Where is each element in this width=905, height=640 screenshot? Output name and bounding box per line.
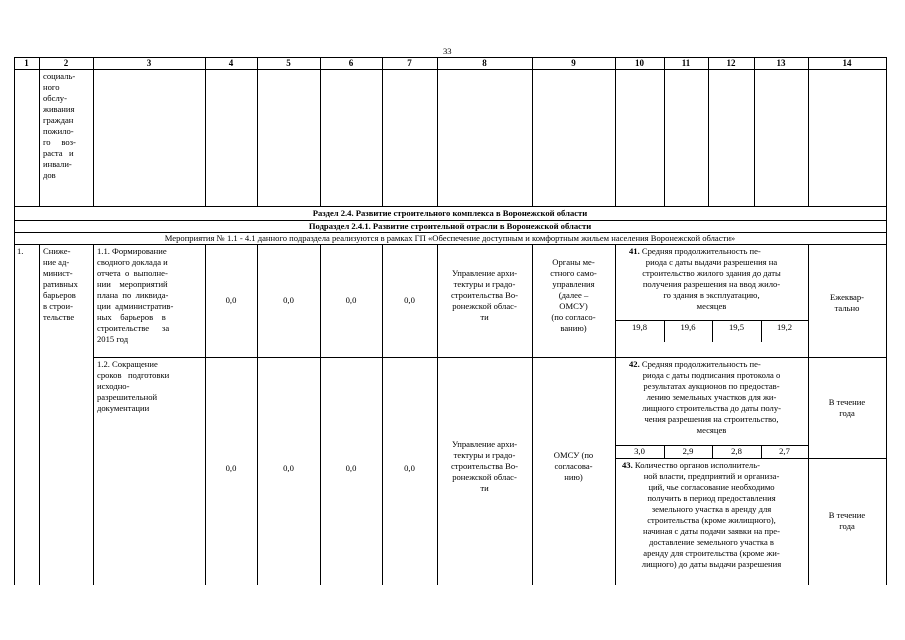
measure-1-1-value-col5: 0,0 (283, 295, 294, 305)
measure-1-1-value-col7: 0,0 (404, 295, 415, 305)
col-number: 1 (24, 58, 29, 68)
col-number: 6 (348, 58, 354, 68)
measure-1-1-value-col6: 0,0 (345, 295, 357, 305)
indicator-number: 41. (629, 246, 640, 256)
indicator-value: 19,8 (631, 322, 648, 332)
measure-1-1-value-col4: 0,0 (225, 295, 237, 305)
col-number: 3 (146, 58, 152, 68)
measures-note: Мероприятия № 1.1 - 4.1 данного подраздела реализуются в рамках ГП «Обеспечение доступным и комфортным жильем населения Воронежской области» (164, 233, 736, 243)
page-number: 33 (443, 46, 452, 56)
col-number: 5 (286, 58, 291, 68)
col-number: 4 (228, 58, 234, 68)
col-number: 13 (776, 58, 786, 68)
indicator-value: 19,2 (776, 322, 793, 332)
subsection-title: Подраздел 2.4.1. Развитие строительной отрасли в Воронежской области (308, 221, 592, 231)
col-number: 10 (635, 58, 644, 68)
row-number: 1. (17, 246, 24, 256)
col-number: 8 (482, 58, 487, 68)
measure-1-2-value-col5: 0,0 (283, 463, 294, 473)
indicator-value: 19,6 (680, 322, 696, 332)
measure-1-2-value-col6: 0,0 (345, 463, 357, 473)
col-number: 2 (63, 58, 69, 68)
indicator-value: 3,0 (634, 446, 645, 456)
indicator-value: 19,5 (728, 322, 745, 332)
indicator-value: 2,7 (779, 446, 790, 456)
indicator-number: 42. (629, 359, 640, 369)
col-number: 11 (681, 58, 691, 68)
measure-1-2-value-col7: 0,0 (404, 463, 415, 473)
measure-1-2-value-col4: 0,0 (225, 463, 237, 473)
col-number: 9 (571, 58, 576, 68)
col-number: 14 (842, 58, 852, 68)
col-number: 12 (726, 58, 736, 68)
section-title: Раздел 2.4. Развитие строительного комплекса в Воронежской области (312, 208, 588, 218)
col-number: 7 (407, 58, 412, 68)
indicator-value: 2,8 (731, 446, 742, 456)
indicator-value: 2,9 (682, 446, 694, 456)
indicator-number: 43. (622, 460, 633, 470)
